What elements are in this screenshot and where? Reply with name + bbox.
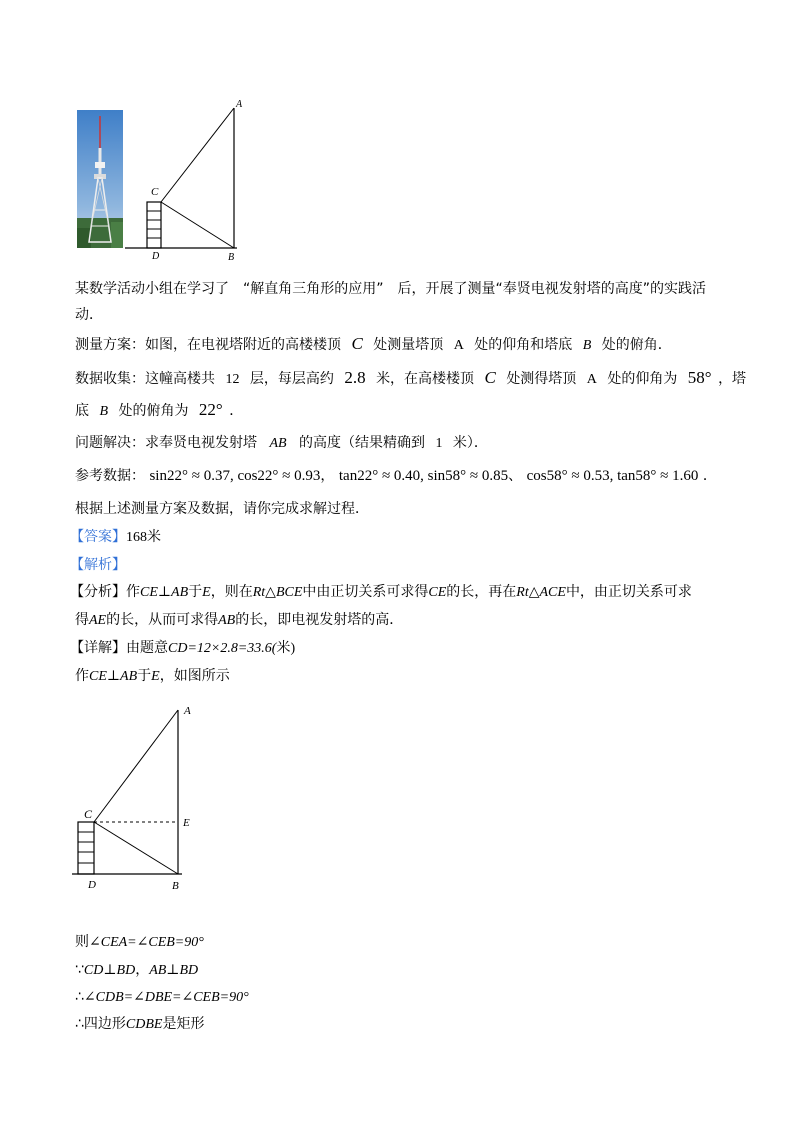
text-steps-s2-e2: AB⊥BD: [149, 963, 199, 978]
text-problem-collect1-mid1: 层，每层高约: [249, 371, 334, 387]
fig2-building: [78, 822, 94, 874]
text-steps-s4-expr: CDBE: [125, 1017, 163, 1032]
text-problem-plan-suffix: 处的俯角．: [601, 337, 672, 353]
text-answer-unit: 米: [147, 529, 161, 545]
text-problem-intro-1: 某数学活动小组在学习了 “解直角三角形的应用” 后，开展了测量“奉贤电视发射塔的高度”的实践活: [75, 281, 707, 297]
text-problem-ref-sep1: ，: [320, 468, 335, 484]
text-detail-t1: 由题意: [126, 640, 168, 656]
text-steps-s2-sep: ，: [135, 962, 150, 978]
text-analysis-t3: ，则在: [210, 584, 253, 600]
text-problem-plan-A: A: [453, 338, 464, 353]
text-analysis-t4: 中由正切关系可求得: [302, 584, 429, 600]
text-problem-intro-2: 动．: [75, 307, 103, 323]
text-problem-collect1-mid3: 处测得塔顶: [506, 371, 577, 387]
text-problem-collect2-mid: 处的俯角为: [118, 403, 189, 419]
text-problem-collect2-prefix: 底: [75, 403, 89, 419]
data-collection-line-2: [75, 400, 243, 422]
text-step1-t2: 于: [137, 668, 152, 684]
text-problem-plan-B: B: [582, 338, 592, 353]
analysis-tag: [70, 555, 126, 575]
text-detail-close: ): [290, 641, 296, 656]
fig2-segment-cb: [94, 822, 178, 874]
analysis-line-1: [70, 582, 692, 603]
text-analysis-t7: 得: [75, 612, 89, 628]
problem-question: [75, 433, 488, 454]
fig1-segment-ca: [161, 108, 234, 202]
text-analysis-t9: 的长，即电视发射塔的高．: [235, 612, 404, 628]
text-problem-question-AB: AB: [269, 436, 287, 451]
fig1-building-floors: [147, 211, 161, 238]
text-problem-ref-f3: cos58° ≈ 0.53, tan58° ≈ 1.60: [526, 468, 699, 484]
step-therefore-angles: [75, 987, 249, 1008]
text-problem-question-one: 1: [435, 436, 443, 451]
text-problem-collect1-A: A: [586, 372, 597, 387]
problem-intro-line-1: [75, 279, 706, 299]
answer-line: [70, 527, 161, 548]
text-problem-plan-mid2: 处的仰角和塔底: [474, 337, 573, 353]
step-construct-ce: [75, 666, 230, 687]
text-problem-collect1-suffix: ，塔: [718, 371, 747, 387]
text-analysis-ce-ab: CE⊥AB: [140, 585, 189, 600]
text-problem-collect2-suffix: ．: [229, 403, 244, 419]
text-steps-s3-expr: ∠CDB=∠DBE=∠CEB=90°: [83, 990, 249, 1005]
text-analysis-t2: 于: [188, 584, 203, 600]
text-problem-ref-f1: sin22° ≈ 0.37, cos22° ≈ 0.93: [149, 468, 321, 484]
fig2-building-floors: [78, 832, 94, 863]
fig2-segment-ca: [94, 710, 178, 822]
text-analysis-ce: CE: [428, 585, 447, 600]
text-analysis-tag: 【解析】: [70, 557, 126, 573]
text-analysis-t6: 中，由正切关系可求: [565, 584, 692, 600]
text-analysis-rt2: Rt△ACE: [516, 585, 566, 600]
text-problem-ref-sep2: 、: [508, 468, 523, 484]
text-problem-collect1-height: 2.8: [344, 368, 366, 387]
text-problem-collect1-angle: 58°: [687, 368, 712, 387]
text-analysis-tag: 【分析】: [70, 584, 126, 600]
fig2-label-b: B: [172, 880, 179, 892]
text-steps-s1-t1: 则: [75, 934, 89, 950]
text-steps-s4-t2: 是矩形: [162, 1016, 205, 1032]
fig1-label-b: B: [228, 252, 235, 263]
text-analysis-rt1: Rt△BCE: [252, 585, 303, 600]
problem-finish: [75, 499, 369, 519]
text-problem-collect2-B: B: [99, 404, 109, 419]
fig2-label-e: E: [183, 817, 190, 829]
text-problem-collect1-mid2: 米，在高楼楼顶: [376, 371, 475, 387]
text-steps-s3-t1: ∴: [75, 989, 84, 1005]
text-problem-collect2-angle: 22°: [198, 400, 223, 419]
problem-intro-line-2: [75, 305, 103, 325]
text-detail-tag: 【详解】: [70, 640, 126, 656]
text-detail-expr: CD=12×2.8=33.6(: [168, 641, 277, 656]
text-steps-s2-e1: CD⊥BD: [83, 963, 136, 978]
tv-tower-photo: [77, 110, 123, 248]
step-right-angles: [75, 932, 204, 953]
reference-data: [75, 466, 717, 486]
text-problem-question-prefix: 问题解决：求奉贤电视发射塔: [75, 435, 257, 451]
text-answer-value: 168: [126, 530, 147, 545]
fig2-label-c: C: [84, 807, 93, 821]
fig1-building: [147, 202, 161, 248]
figure-1: [125, 95, 255, 265]
figure-2: [70, 700, 210, 895]
text-problem-ref-f2: tan22° ≈ 0.40, sin58° ≈ 0.85: [338, 468, 509, 484]
data-collection-line-1: [75, 368, 746, 390]
step-because: [75, 960, 198, 981]
text-analysis-ae: AE: [89, 613, 107, 628]
text-step1-t3: ，如图所示: [159, 668, 230, 684]
fig1-label-a: A: [236, 99, 243, 110]
text-analysis-t5: 的长，再在: [446, 584, 517, 600]
text-analysis-ab: AB: [218, 613, 236, 628]
fig1-label-c: C: [151, 186, 159, 198]
answer-tag: 【答案】: [70, 529, 126, 545]
text-problem-plan-prefix: 测量方案：如图，在电视塔附近的高楼楼顶: [75, 337, 341, 353]
text-problem-ref-suffix: ．: [702, 468, 717, 484]
text-problem-plan-C: C: [351, 334, 363, 353]
text-detail-unit: 米: [276, 640, 291, 656]
fig2-label-d: D: [88, 879, 96, 891]
text-analysis-t1: 作: [126, 584, 140, 600]
text-problem-finish: 根据上述测量方案及数据，请你完成求解过程．: [75, 501, 369, 517]
text-problem-question-mid: 的高度（结果精确到: [299, 435, 426, 451]
text-problem-plan-mid1: 处测量塔顶: [373, 337, 444, 353]
text-problem-collect1-C: C: [484, 368, 496, 387]
text-problem-collect1-mid4: 处的仰角为: [607, 371, 678, 387]
text-analysis-E: E: [202, 585, 211, 600]
text-steps-s1-expr: ∠CEA=∠CEB=90°: [89, 935, 204, 950]
detail-line: [70, 638, 295, 659]
measurement-plan: [75, 334, 672, 356]
step-rectangle: [75, 1014, 204, 1035]
text-problem-question-suffix: 米）．: [452, 435, 488, 451]
text-steps-s2-t1: ∵: [75, 962, 84, 978]
text-step1-ce-ab: CE⊥AB: [89, 669, 138, 684]
text-problem-collect1-prefix: 数据收集：这幢高楼共: [75, 371, 215, 387]
fig1-segment-cb: [161, 202, 234, 248]
text-step1-E: E: [151, 669, 160, 684]
text-problem-collect1-floors: 12: [225, 372, 240, 387]
fig2-label-a: A: [184, 705, 191, 717]
analysis-line-2: [75, 610, 403, 631]
text-analysis-t8: 的长，从而可求得: [106, 612, 219, 628]
fig1-label-d: D: [152, 251, 160, 262]
text-problem-ref-prefix: 参考数据：: [75, 468, 145, 484]
text-steps-s4-t1: ∴四边形: [75, 1016, 126, 1032]
text-step1-t1: 作: [75, 668, 89, 684]
